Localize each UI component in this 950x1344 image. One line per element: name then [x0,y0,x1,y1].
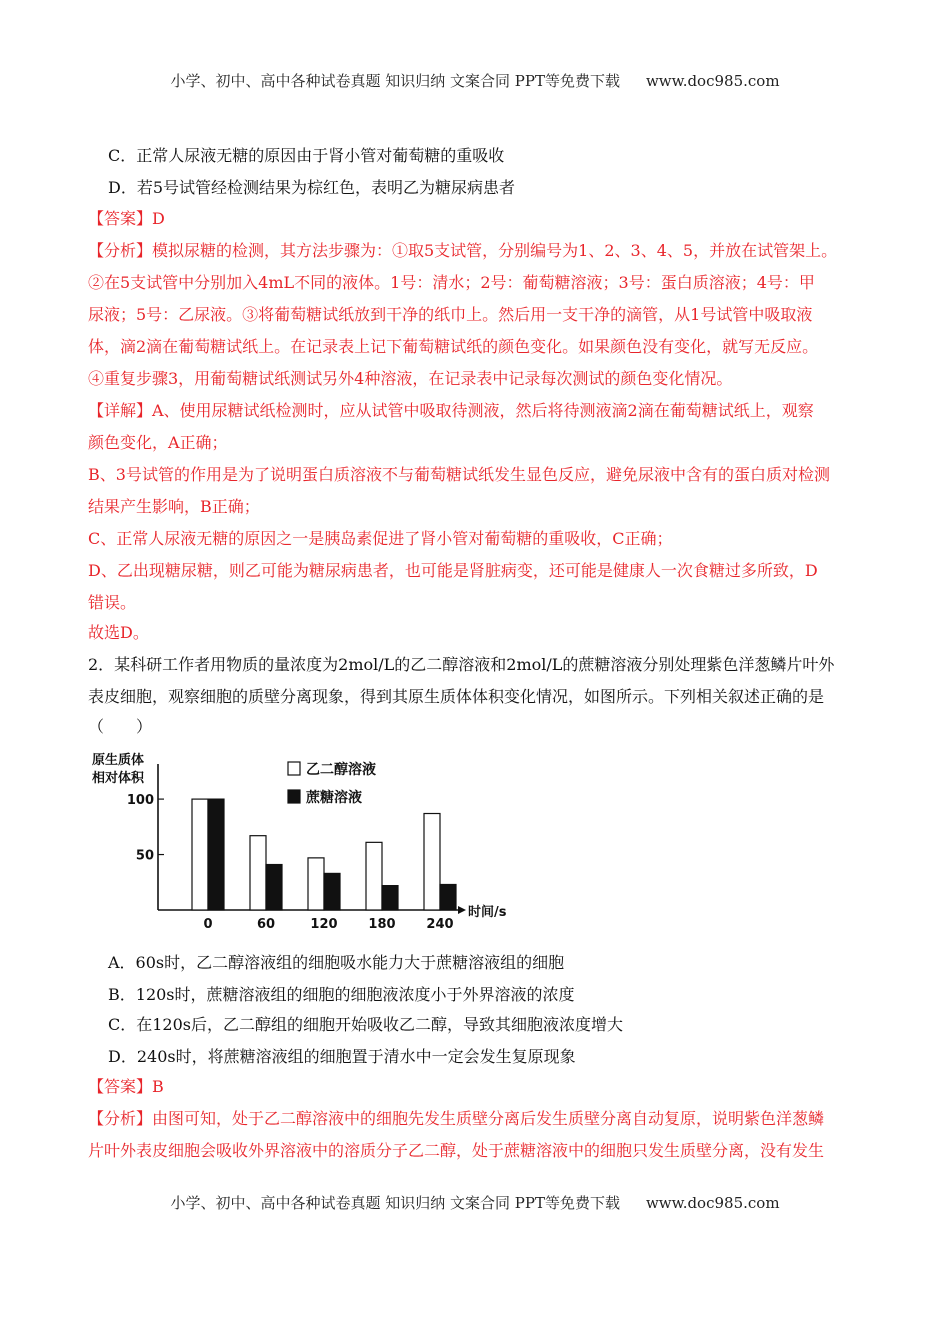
q2-stem-line: （ ） [88,717,153,736]
q2-stem-line: 2．某科研工作者用物质的量浓度为2mol/L的乙二醇溶液和2mol/L的蔗糖溶液分别处理紫色洋葱鳞片叶外 [88,655,835,674]
x-tick-label: 120 [310,917,338,932]
q1-detail-line: C、正常人尿液无糖的原因之一是胰岛素促进了肾小管对葡萄糖的重吸收，C正确； [88,529,673,548]
q2-answer: 【答案】B [88,1077,164,1096]
q1-conclusion: 故选D。 [88,623,149,642]
bar-sucrose [266,865,282,910]
q2-analysis-line: 【分析】由图可知，处于乙二醇溶液中的细胞先发生质壁分离后发生质壁分离自动复原，说明紫色洋葱鳞 [88,1109,825,1128]
q1-option-c: C．正常人尿液无糖的原因由于肾小管对葡萄糖的重吸收 [108,146,505,165]
x-axis-arrow [458,906,466,914]
q1-option-d: D．若5号试管经检测结果为棕红色，表明乙为糖尿病患者 [108,178,516,197]
legend-label: 蔗糖溶液 [306,790,362,806]
y-axis-label: 原生质体 [92,753,145,768]
x-tick-label: 0 [203,917,213,932]
q1-answer: 【答案】D [88,209,165,228]
q1-detail-line: 错误。 [88,593,137,612]
q1-detail-line: B、3号试管的作用是为了说明蛋白质溶液不与葡萄糖试纸发生显色反应，避免尿液中含有的蛋白质对检测 [88,465,830,484]
bar-ethylene-glycol [366,842,382,910]
x-tick-label: 60 [256,917,276,932]
q1-detail-line: 结果产生影响，B正确； [88,497,260,516]
y-tick-label: 50 [135,848,154,864]
bar-sucrose [324,873,340,910]
q2-option-c: C．在120s后，乙二醇组的细胞开始吸收乙二醇，导致其细胞液浓度增大 [108,1015,623,1034]
x-axis-label: 时间/s [468,905,507,920]
bar-ethylene-glycol [424,814,440,910]
legend-swatch [288,762,300,775]
q2-analysis-line: 片叶外表皮细胞会吸收外界溶液中的溶质分子乙二醇，处于蔗糖溶液中的细胞只发生质壁分离，没有发生 [88,1141,825,1160]
q1-analysis-line: 【分析】模拟尿糖的检测，其方法步骤为：①取5支试管，分别编号为1、2、3、4、5，并放在试管架上。 [88,241,838,260]
x-tick-label: 180 [368,917,396,932]
bar-ethylene-glycol [250,836,266,910]
footer-url[interactable]: www.doc985.com [645,1194,780,1212]
q2-option-a: A．60s时，乙二醇溶液组的细胞吸水能力大于蔗糖溶液组的细胞 [108,953,565,972]
footer-slogan: 小学、初中、高中各种试卷真题 知识归纳 文案合同 PPT等免费下载 [170,1194,620,1212]
header-url[interactable]: www.doc985.com [645,72,780,90]
q1-analysis-line: 体，滴2滴在葡萄糖试纸上。在记录表上记下葡萄糖试纸的颜色变化。如果颜色没有变化，就写无反应。 [88,337,819,356]
bar-sucrose [440,884,456,910]
y-axis-label: 相对体积 [92,771,145,786]
q1-analysis-line: ④重复步骤3，用葡萄糖试纸测试另外4种溶液，在记录表中记录每次测试的颜色变化情况。 [88,369,733,388]
q1-analysis-line: ②在5支试管中分别加入4mL不同的液体。1号：清水；2号：葡萄糖溶液；3号：蛋白质溶液；4号：甲 [88,273,815,292]
q2-option-b: B．120s时，蔗糖溶液组的细胞的细胞液浓度小于外界溶液的浓度 [108,985,575,1004]
q1-detail-line: 颜色变化，A正确； [88,433,228,452]
bar-ethylene-glycol [308,858,324,910]
q1-detail-line: D、乙出现糖尿糖，则乙可能为糖尿病患者，也可能是肾脏病变，还可能是健康人一次食糖过多所致，D [88,561,818,580]
page-header [0,70,950,91]
bar-sucrose [382,886,398,910]
header-slogan: 小学、初中、高中各种试卷真题 知识归纳 文案合同 PPT等免费下载 [170,72,620,90]
y-tick-label: 100 [126,793,154,809]
page-footer [0,1192,950,1213]
q2-option-d: D．240s时，将蔗糖溶液组的细胞置于清水中一定会发生复原现象 [108,1047,576,1066]
protoplast-volume-chart [88,752,518,934]
q1-detail-line: 【详解】A、使用尿糖试纸检测时，应从试管中吸取待测液，然后将待测液滴2滴在葡萄糖试纸上，观察 [88,401,814,420]
legend-swatch [288,790,300,803]
legend-label: 乙二醇溶液 [306,762,376,778]
q1-analysis-line: 尿液；5号：乙尿液。③将葡萄糖试纸放到干净的纸巾上。然后用一支干净的滴管，从1号试管中吸取液 [88,305,813,324]
q2-stem-line: 表皮细胞，观察细胞的质壁分离现象，得到其原生质体体积变化情况，如图所示。下列相关叙述正确的是 [88,687,825,706]
bar-sucrose [208,799,224,910]
bar-ethylene-glycol [192,799,208,910]
x-tick-label: 240 [426,917,454,932]
